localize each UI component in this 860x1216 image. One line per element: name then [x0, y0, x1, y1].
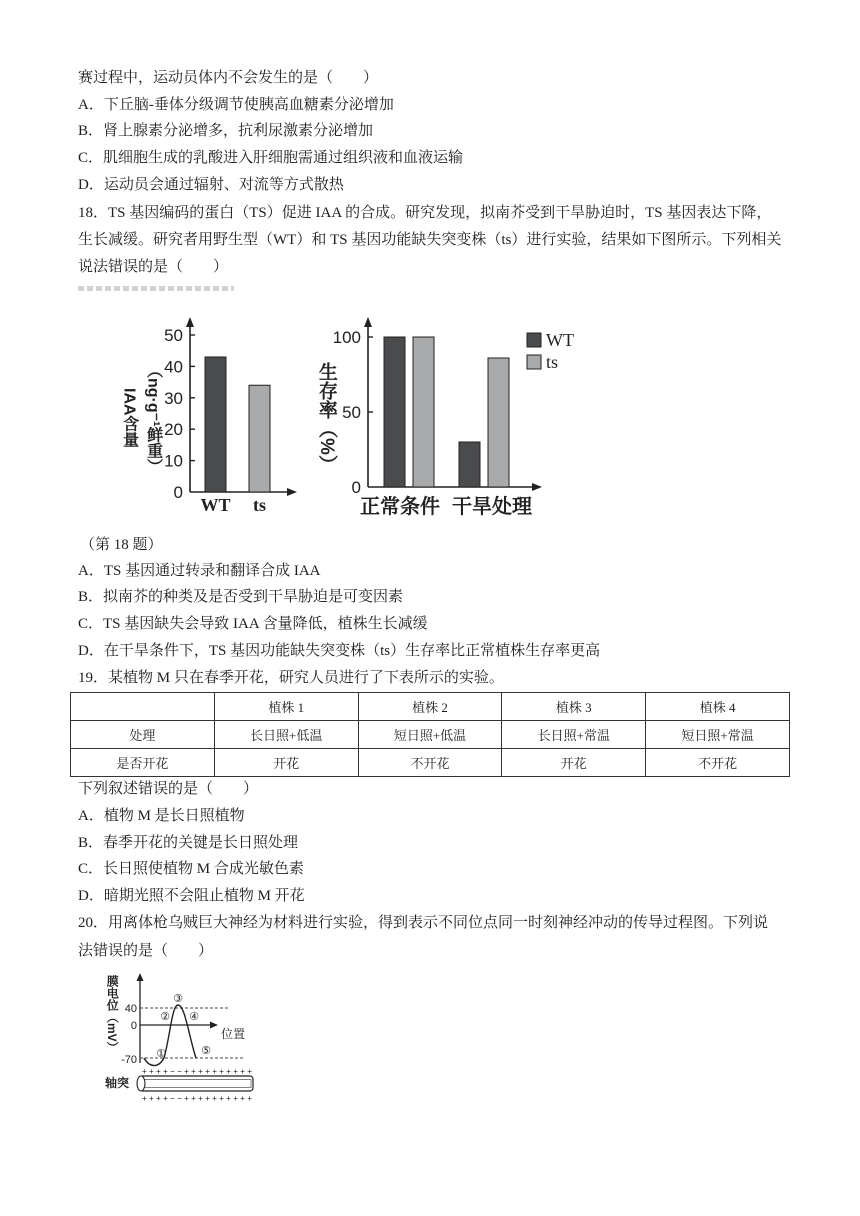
legend-label-wt: WT	[546, 330, 574, 350]
survival-ytick-label: 50	[342, 403, 361, 422]
q17-option-b: B．肾上腺素分泌增多，抗利尿激素分泌增加	[78, 123, 374, 139]
potential-tick-label: 0	[130, 1020, 137, 1032]
survival-bar-ts-0	[413, 337, 434, 487]
legend-label-ts: ts	[546, 352, 559, 372]
table-cell: 短日照+常温	[646, 721, 790, 749]
table-cell: 开花	[214, 749, 358, 777]
potential-y-axis-arrow	[137, 973, 144, 981]
table-cell: 短日照+低温	[358, 721, 502, 749]
membrane-potential-diagram	[100, 965, 270, 1110]
iaa-x-axis-arrow	[287, 488, 297, 496]
survival-ytick-label: 0	[351, 478, 361, 497]
position-axis-arrow	[210, 1022, 218, 1029]
iaa-category-label: WT	[200, 495, 231, 515]
q18-stem-line-1: 18．TS 基因编码的蛋白（TS）促进 IAA 的合成。研究发现，拟南芥受到干旱胁迫时，TS 基因表达下降，	[78, 205, 772, 221]
potential-tick-label: -70	[121, 1054, 137, 1066]
q18-option-b: B．拟南芥的种类及是否受到干旱胁迫是可变因素	[78, 589, 404, 605]
q18-option-d: D．在干旱条件下，TS 基因功能缺失突变株（ts）生存率比正常植株生存率更高	[78, 643, 601, 659]
potential-tick-label: 40	[124, 1003, 137, 1015]
table-cell: 开花	[502, 749, 646, 777]
iaa-ytick-label: 10	[164, 451, 183, 471]
table-header-cell: 植株 4	[646, 693, 790, 721]
survival-y-axis-arrow	[364, 317, 372, 327]
q18-option-a: A．TS 基因通过转录和翻译合成 IAA	[78, 563, 321, 579]
axon-label: 轴突	[105, 1076, 130, 1090]
q19-question: 下列叙述错误的是（ ）	[78, 781, 259, 797]
iaa-bar-wt	[205, 357, 226, 492]
q18-option-c: C．TS 基因缺失会导致 IAA 含量降低，植株生长减缓	[78, 616, 428, 632]
table-cell: 处理	[71, 721, 215, 749]
q20-stem-line-2: 法错误的是（ ）	[78, 943, 214, 959]
survival-category-label: 正常条件	[360, 496, 440, 518]
table-row	[71, 721, 790, 749]
survival-ylabel: 生存率（%）	[315, 362, 337, 474]
survival-ytick-label: 100	[332, 328, 361, 347]
iaa-ytick-label: 50	[164, 326, 183, 345]
iaa-ylabel: （ng·g⁻¹鲜重）	[144, 361, 162, 475]
survival-category-label: 干旱处理	[452, 496, 532, 518]
q17-stem-tail: 赛过程中，运动员体内不会发生的是（ ）	[78, 70, 379, 86]
cropped-text-fragment	[78, 286, 234, 291]
axon-outer-signs-bottom: ++++−−++++++++++	[142, 1094, 252, 1103]
marker-4: ④	[189, 1010, 199, 1023]
q19-option-b: B．春季开花的关键是长日照处理	[78, 835, 299, 851]
table-header-cell: 植株 1	[214, 693, 358, 721]
q18-chart-canvas	[100, 305, 590, 525]
marker-3: ③	[173, 992, 183, 1005]
axon-tube	[140, 1076, 253, 1091]
q19-option-a: A．植物 M 是长日照植物	[78, 808, 245, 824]
table-cell: 是否开花	[71, 749, 215, 777]
iaa-ytick-label: 40	[164, 357, 183, 377]
table-cell: 长日照+低温	[214, 721, 358, 749]
survival-bar-ts-1	[488, 358, 509, 487]
q19-option-c: C．长日照使植物 M 合成光敏色素	[78, 861, 304, 877]
marker-1: ①	[156, 1047, 166, 1060]
iaa-bar-ts	[249, 385, 270, 492]
table-header-row	[71, 693, 790, 721]
marker-2: ②	[160, 1010, 170, 1023]
iaa-ylabel: IAA含量	[120, 388, 138, 448]
q20-figure	[100, 965, 270, 1110]
q17-option-c: C．肌细胞生成的乳酸进入肝细胞需通过组织液和血液运输	[78, 150, 464, 166]
q19-stem: 19．某植物 M 只在春季开花，研究人员进行了下表所示的实验。	[78, 670, 504, 686]
table-header-cell: 植株 3	[502, 693, 646, 721]
iaa-ytick-label: 0	[173, 483, 183, 502]
marker-5: ⑤	[201, 1044, 211, 1057]
table-cell: 长日照+常温	[502, 721, 646, 749]
table-cell: 不开花	[358, 749, 502, 777]
iaa-y-axis-arrow	[186, 317, 194, 327]
q20-stem-line-1: 20．用离体枪乌贼巨大神经为材料进行实验，得到表示不同位点同一时刻神经冲动的传导过程图。下列说	[78, 915, 769, 931]
legend-swatch-wt	[527, 333, 541, 347]
q19-option-d: D．暗期光照不会阻止植物 M 开花	[78, 888, 305, 904]
table-cell: 不开花	[646, 749, 790, 777]
iaa-category-label: ts	[253, 495, 266, 515]
q18-figure	[100, 305, 590, 525]
survival-bar-wt-1	[459, 442, 480, 487]
table-row	[71, 749, 790, 777]
table-header-cell	[71, 693, 215, 721]
axon-outer-signs-top: ++++−−++++++++++	[142, 1067, 252, 1076]
chart-iaa	[164, 317, 297, 515]
q17-option-d: D．运动员会通过辐射、对流等方式散热	[78, 177, 344, 193]
axon-left-end	[137, 1076, 145, 1091]
table-header-cell: 植株 2	[358, 693, 502, 721]
q19-experiment-table	[70, 692, 790, 777]
membrane-potential-axis-label: 膜电位（mV）	[105, 974, 120, 1054]
iaa-ytick-label: 20	[164, 420, 183, 440]
position-axis-label: 位置	[221, 1027, 246, 1041]
q18-stem-line-2: 生长减缓。研究者用野生型（WT）和 TS 基因功能缺失突变株（ts）进行实验，结果如下图所示。下列相关	[78, 232, 782, 248]
survival-bar-wt-0	[384, 337, 405, 487]
legend-swatch-ts	[527, 355, 541, 369]
q17-option-a: A．下丘脑-垂体分级调节使胰高血糖素分泌增加	[78, 97, 394, 113]
q18-figure-caption: （第 18 题）	[80, 537, 163, 553]
survival-x-axis-arrow	[532, 483, 542, 491]
iaa-ytick-label: 30	[164, 388, 183, 408]
chart-survival	[333, 317, 574, 518]
q18-stem-line-3: 说法错误的是（ ）	[78, 259, 229, 275]
